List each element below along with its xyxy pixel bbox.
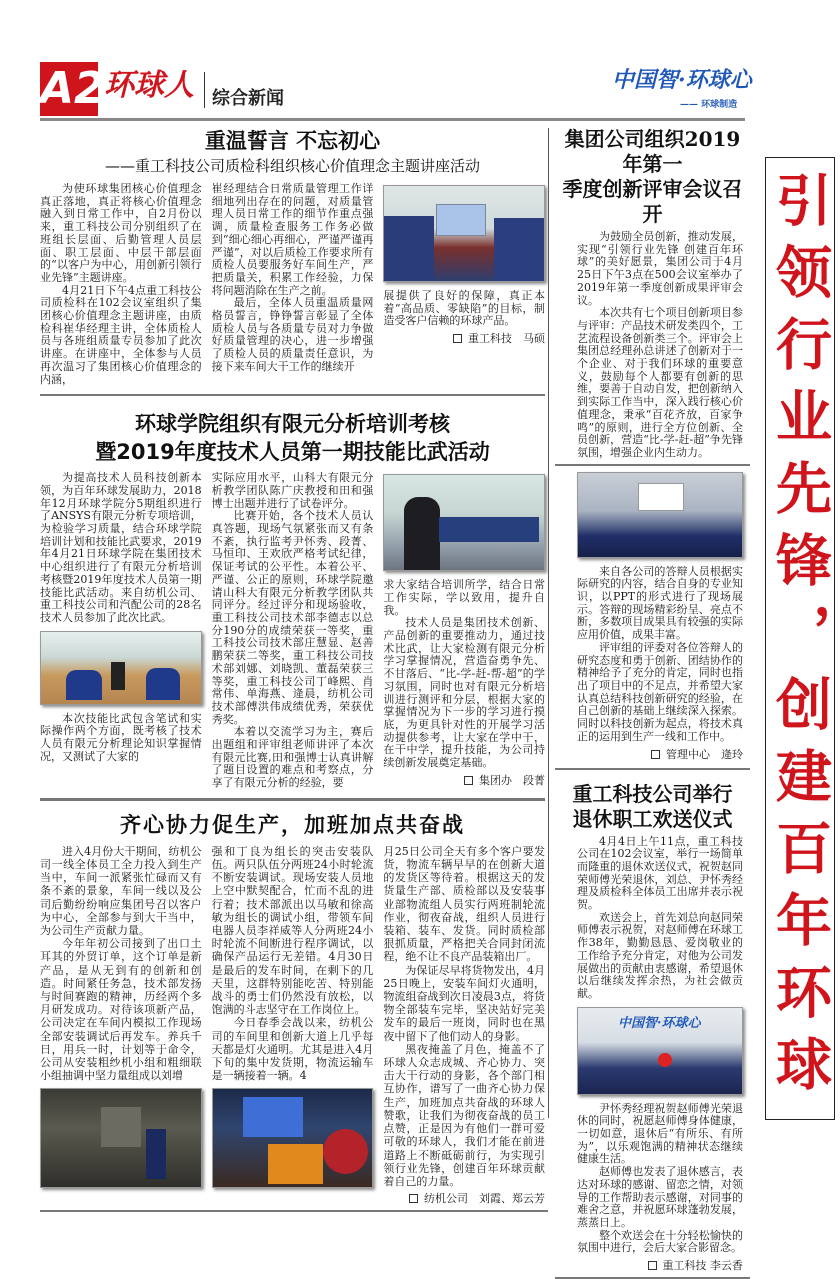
paragraph: 比赛开始，各个技术人员认真答题，现场气氛紧张而又有条不紊，执行监考尹怀秀、段菁、马恒印、王欢欣严格考试纪律，保证考试的公平性。本着公平、严谨、公正的原则，环球学院邀请山科大有限元分析教学团队共同评分。经过评分和现场验收，重工科技公司技术部李德志以总分190分的成绩荣获一等奖，重工科技公司技术部庄慧显、赵善鹏荣获二等奖，重工科技公司技术部刘娜、刘晓凯、董磊荣获三等奖，重工科技公司丁峰熙、肖常伟、单海燕、逄晨，纺机公司技术部傅洪伟成绩优秀，荣获优秀奖。 [212, 510, 374, 726]
section-name: 综合新闻 [212, 88, 284, 110]
article-2-photo-1 [40, 631, 202, 705]
paragraph: 最后，全体人员重温质量网格员誓言，铮铮誓言彰显了全体质检人员与各质量专员对力争做好质量管理的决心，进一步增强了质检人员的质量责任意识，为接下来车间大干工作的继续开 [212, 297, 374, 373]
paragraph: 尹怀秀经理祝贺赵师傅光荣退休的同时，祝愿赵师傅身体健康，一切如意，退休后“有所乐、有所为”，以乐观饱满的精神状态继续健康生活。 [577, 1103, 743, 1167]
slogan-logo-sub: —— 环球制造 [680, 100, 737, 111]
paragraph: 来自各公司的答辩人员根据实际研究的内容，结合自身的专业知识，以PPT的形式进行了现场展示。答辩的现场精彩纷呈、亮点不断，多数项目成果具有较强的实际应用价值，成果丰富。 [577, 566, 743, 642]
article-1-bottom-rule [40, 394, 545, 396]
paper-name: 环球人 [104, 66, 194, 106]
article-1-photo [383, 185, 545, 282]
article-3-photo-1 [40, 1088, 202, 1188]
article-1-col-3 [383, 290, 545, 328]
vertical-slogan-box [765, 157, 835, 1120]
right-article-1-part-2 [577, 566, 743, 744]
right-article-1-part-1 [577, 231, 743, 460]
article-1-col-1 [40, 183, 202, 386]
right-article-1-bottom-rule [555, 768, 750, 770]
paragraph: 今日春季会战以来，纺机公司的车间里和创新大道上几乎每天都是灯火通明。尤其是进入4月下旬的集中发货期，物流运输车是一辆接着一辆。4 [212, 1016, 374, 1082]
article-2-title-line-1: 环球学院组织有限元分析培训考核 [40, 410, 545, 438]
paragraph: 为提高技术人员科技创新本领，为百年环球发展助力，2018年12月环球学院分5期组织进行了ANSYS有限元分析专项培训，为检验学习质量，结合环球学院培训计划和技能比武要求，2019年4月21日环球学院在集团技术中心组织进行了有限元分析培训考核暨2019年度技术人员第一期技能比武活动。来自纺机公司、重工科技公司和汽配公司的28名技术人员参加了此次比武。 [40, 472, 202, 624]
right-article-2-byline: 重工科技 李云香 [577, 1259, 743, 1273]
right-article-2 [577, 782, 743, 1279]
paragraph: 为鼓励全员创新，推动发展，实现“引领行业先锋 创建百年环球”的美好愿景，集团公司于4月25日下午3点在500会议室举办了2019年第一季度创新成果评审会议。 [577, 231, 743, 307]
right-article-2-part-1 [577, 836, 743, 1001]
article-3-bottom-rule [40, 1210, 548, 1212]
article-2-title-line-2: 暨2019年度技术人员第一期技能比武活动 [40, 438, 545, 466]
article-3-title: 齐心协力促生产，加班加点共奋战 [40, 811, 545, 839]
right-article-2-title-line-2: 退休职工欢送仪式 [555, 807, 750, 832]
right-article-1-title-line-2: 季度创新评审会议召开 [555, 177, 750, 227]
article-2-byline: 集团办 段菁 [383, 774, 545, 788]
article-3-col-3 [383, 845, 545, 1188]
article-3-col-1 [40, 845, 202, 1083]
paragraph: 展提供了良好的保障，真正本着“高品质、零缺陷”的目标，制造受客户信赖的环球产品。 [383, 290, 545, 328]
right-article-1-byline: 管理中心 逄玲 [577, 748, 743, 762]
article-1-byline: 重工科技 马硕 [383, 332, 545, 346]
article-2-col-3 [383, 579, 545, 770]
right-article-2-part-2 [577, 1103, 743, 1255]
article-2-bottom-rule [40, 798, 545, 801]
article-1 [40, 127, 545, 386]
column-divider [548, 128, 549, 1118]
article-3-col-2 [212, 845, 374, 1083]
header-divider [204, 72, 205, 108]
paragraph: 评审组的评委对各位答辩人的研究态度和勇于创新、团结协作的精神给予了充分的肯定，同时也指出了项目中的不足点，并希望大家认真总结科技创新研究的经验，在自己创新的基础上继续深入探索。同时以科技创新为起点，将技术真正的运用到生产一线和工作中。 [577, 642, 743, 744]
vertical-slogan: 引领行业先锋，创建百年环球 [770, 171, 830, 1107]
header-rule [40, 118, 745, 121]
right-article-1-rule [555, 464, 750, 466]
paragraph: 强和丁良为组长的突击安装队伍。两只队伍分两班24小时轮流不断安装调试。现场安装人员地上空中默契配合，忙而不乱的进行着；技术部派出以马敏和徐高敏为组长的调试小组，带领车间电器人员李祥威等人分两班24小时轮流不间断进行程序调试，以确保产品运行无差错。4月30日是最后的发车时间，在剩下的几天里，这群特别能吃苦、特别能战斗的勇士们仍然没有放松，以饱满的斗志坚守在工作岗位上。 [212, 845, 374, 1017]
right-article-1 [577, 127, 743, 770]
right-article-2-photo [577, 1007, 743, 1095]
article-2-col-1a [40, 472, 202, 624]
right-article-2-title-line-1: 重工科技公司举行 [555, 782, 750, 807]
paragraph: 求大家结合培训所学，结合日常工作实际，学以致用，提升自我。 [383, 579, 545, 617]
right-article-1-photo [577, 472, 743, 558]
article-2-col-1b [40, 713, 202, 764]
article-3-byline: 纺机公司 刘霞、郑云芳 [383, 1192, 545, 1206]
article-3-photo-2 [212, 1088, 374, 1188]
paragraph: 月25日公司全天有多个客户要发货，物流车辆早早的在创新大道的发货区等待着。根据这天的发货量生产部、质检部以及安装事业部物流组人员实行两班制轮流作业，彻夜奋战，组织人员进行装箱、装车、发货。同时质检部狠抓质量，严格把关合同封闭流程，绝不让不良产品装箱出厂。 [383, 845, 545, 964]
article-1-col-2 [212, 183, 374, 374]
article-2 [40, 410, 545, 790]
paragraph: 本次技能比武包含笔试和实际操作两个方面，既考核了技术人员有限元分析理论知识掌握情况，又测试了大家的 [40, 713, 202, 764]
paragraph: 为保证尽早将货物发出，4月25日晚上，安装车间灯火通明，物流组奋战到次日凌晨3点，将货物全部装车完毕，坚决站好完美发车的最后一班岗，同时也在黑夜中留下了他们动人的身影。 [383, 964, 545, 1043]
paragraph: 崔经理结合日常质量管理工作详细地列出存在的问题，对质量管理人员日常工作的细节作重点强调，质量检查服务工作务必做到“细心细心再细心，严谨严谨再严谨”，对以后质检工作要求所有质检人员要服务好车间生产，严把质量关，积累工作经验，力保将问题消除在生产之前。 [212, 183, 374, 297]
right-article-1-title-line-1: 集团公司组织2019年第一 [555, 127, 750, 177]
paragraph: 赵师傅也发表了退休感言，表达对环球的感谢、留恋之情，对领导的工作帮助表示感谢，对同事的难舍之意，并祝愿环球蓬勃发展，蒸蒸日上。 [577, 1166, 743, 1230]
paragraph: 4月4日上午11点，重工科技公司在102会议室，举行一场简单而隆重的退休欢送仪式，祝贺赵同荣师傅光荣退休，刘总、尹怀秀经理及质检科全体员工出席并表示祝贺。 [577, 836, 743, 912]
paragraph: 进入4月份大干期间，纺机公司一线全体员工全力投入到生产当中，车间一派紧张忙碌而又有条不紊的景象，车间一线以及公司后勤纷纷响应集团号召以客户为中心，全部参与到大干当中，为公司生产贡献力量。 [40, 845, 202, 937]
article-3 [40, 811, 545, 1206]
paragraph: 实际应用水平，山科大有限元分析教学团队陈广庆教授和田和强博士出题并进行了试卷评分。 [212, 472, 374, 510]
paragraph: 黑夜掩盖了月色，掩盖不了环球人众志成城、齐心协力、突击大干行动的身影，各个部门相互协作，谱写了一曲齐心协力保生产，加班加点共奋战的环球人赞歌，让我们为彻夜奋战的员工点赞，正是因为有他们一群可爱可敬的环球人，我们才能在前进道路上不断砥砺前行，为实现引领行业先锋，创建百年环球贡献着自己的力量。 [383, 1043, 545, 1188]
paragraph: 本着以交流学习为主，赛后出题组和评审组老师讲评了本次有限元比赛,田和强博士认真讲解了题目设置的难点和考察点，分享了有限元分析的经验，要 [212, 726, 374, 790]
paragraph: 欢送会上，首先刘总向赵同荣师傅表示祝贺，对赵师傅在环球工作38年，勤勤恳恳、爱岗敬业的工作给予充分肯定，对他为公司发展做出的贡献由衷感谢，希望退休以后继续发挥余热，为社会做贡献。 [577, 912, 743, 1001]
paragraph: 整个欢送会在十分轻松愉快的氛围中进行，会后大家合影留念。 [577, 1230, 743, 1255]
article-1-title: 重温誓言 不忘初心 [40, 127, 545, 155]
paragraph: 今年年初公司接到了出口土耳其的外贸订单，这个订单是新产品，是从无到有的创新和创造。时间紧任务急，技术部发扬与时间赛跑的精神，历经两个多月研发成功。对待该项新产品，公司决定在车间内模拟工作现场全部安装调试后再发车。养兵千日，用兵一时，计划等于命令，公司从安装粗纱机小组和粗细联小组抽调中坚力量组成以刘增 [40, 937, 202, 1082]
article-2-col-2 [212, 472, 374, 790]
article-1-subtitle: ——重工科技公司质检科组织核心价值理念主题讲座活动 [40, 155, 545, 177]
paragraph: 技术人员是集团技术创新、产品创新的重要推动力，通过技术比武，让大家检测有限元分析学习掌握情况，营造奋勇争先、不甘落后、“比-学-赶-帮-超”的学习氛围，同时也对有限元分析培训进行测评和分层，根据大家的掌握情况为下一步的学习进行摸底，为更具针对性的开展学习活动提供参考，让大家在学中干，在干中学，提升技能，为公司持续创新发展奠定基础。 [383, 617, 545, 769]
photo-banner: 中国智·环球心 [618, 1016, 701, 1032]
paragraph: 4月21日下午4点重工科技公司质检科在102会议室组织了集团核心价值理念主题讲座，由质检科崔华经理主讲，全体质检人员与各班组质量专员参加了此次讲座。在讲座中，全体参与人员再次温习了集团核心价值理念的内涵， [40, 285, 202, 387]
paragraph: 本次共有七个项目创新项目参与评审：产品技术研发类四个，工艺流程设备创新类三个。评审会上集团总经理孙总讲述了创新对于一个企业、对于我们环球的重要意义，鼓励每个人都要有创新的思维，要善于自动自发，把创新纳入到实际工作当中，深入践行核心价值理念，秉承“百花齐放，百家争鸣”的原则，进行全方位创新、全员创新，营造“比-学-赶-超”争先锋氛围，增强企业内生动力。 [577, 307, 743, 459]
slogan-logo: 中国智·环球心 [612, 66, 752, 94]
article-2-photo-2 [383, 474, 545, 571]
paragraph: 为使环球集团核心价值理念真正落地，真正将核心价值理念融入到日常工作中，自2月份以来，重工科技公司分别组织了在班组长层面、后勤管理人员层面、职工层面、中层干部层面的“以客户为中心，用创新引领行业先锋”主题讲座。 [40, 183, 202, 285]
page-code-badge: A2 [40, 62, 98, 116]
